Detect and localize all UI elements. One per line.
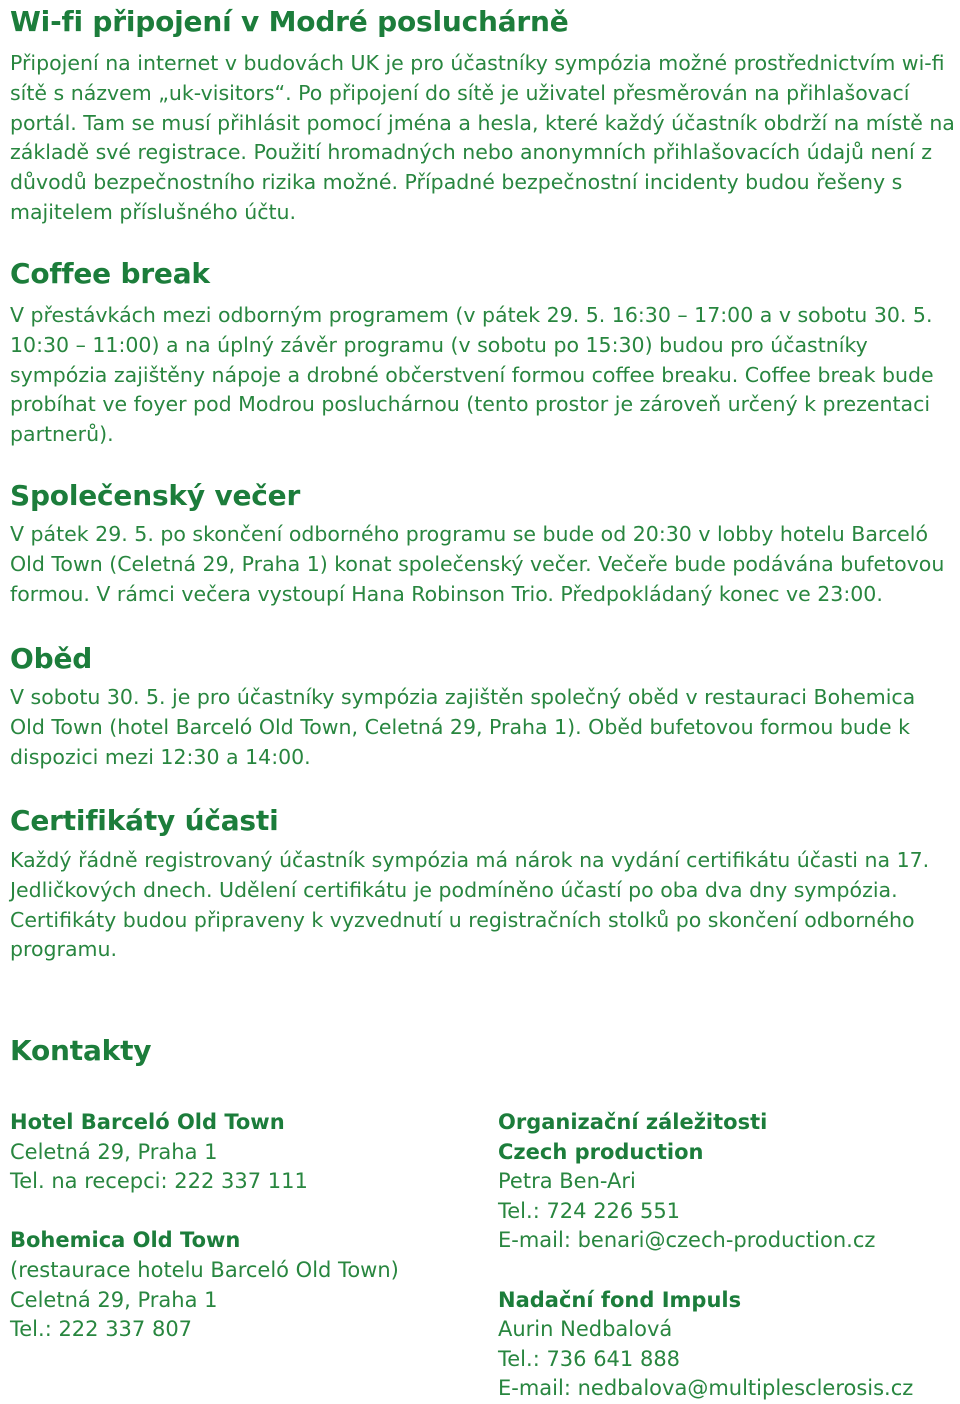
section-text-wifi: Připojení na internet v budovách UK je pro účastníky sympózia možné prostřednictvím wi-fi sítě s názvem „uk-visitors“. Po připojení do sítě je uživatel přesměrován na přihlašovací portál. Tam se musí přihlásit pomocí jména a hesla, které každý účastník obdrží na místě na základě své registrace. Použití hromadných nebo anonymních přihlašovacích údajů není z důvodů bezpečnostního rizika možné. Případné bezpečnostní incidenty budou řešeny s majitelem příslušného účtu. bbox=[10, 51, 955, 224]
section-wifi bbox=[10, 4, 955, 228]
contacts-right-column bbox=[498, 1108, 960, 1404]
restaurant-note: (restaurace hotelu Barceló Old Town) bbox=[10, 1257, 399, 1282]
organization-heading: Organizační záležitosti bbox=[498, 1110, 768, 1134]
section-lunch bbox=[10, 641, 955, 772]
section-evening bbox=[10, 478, 955, 609]
section-title-evening: Společenský večer bbox=[10, 479, 301, 512]
organization-phone: Tel.: 724 226 551 bbox=[498, 1198, 681, 1223]
fund-phone: Tel.: 736 641 888 bbox=[498, 1346, 681, 1371]
restaurant-phone: Tel.: 222 337 807 bbox=[10, 1317, 193, 1342]
section-contacts bbox=[10, 1033, 955, 1069]
spacer bbox=[498, 1256, 960, 1286]
section-coffee-break bbox=[10, 256, 955, 450]
section-title-lunch: Oběd bbox=[10, 642, 93, 675]
contacts-title: Kontakty bbox=[10, 1034, 152, 1067]
restaurant-name: Bohemica Old Town bbox=[10, 1228, 241, 1253]
hotel-name: Hotel Barceló Old Town bbox=[10, 1110, 285, 1134]
section-title-certificates: Certifikáty účasti bbox=[10, 804, 279, 837]
organization-company: Czech production bbox=[498, 1139, 704, 1164]
hotel-phone: Tel. na recepci: 222 337 111 bbox=[10, 1169, 308, 1194]
hotel-address: Celetná 29, Praha 1 bbox=[10, 1139, 218, 1164]
section-text-coffee-break: V přestávkách mezi odborným programem (v pátek 29. 5. 16:30 – 17:00 a v sobotu 30. 5. 10:30 – 11:00) a na úplný závěr programu (v sobotu po 15:30) budou pro účastníky sympózia zajištěny nápoje a drobné občerstvení formou coffee breaku. Coffee break bude probíhat ve foyer pod Modrou posluchárnou (tento prostor je zároveň určený k prezentaci partnerů). bbox=[10, 303, 934, 447]
spacer bbox=[10, 1197, 480, 1227]
section-text-evening: V pátek 29. 5. po skončení odborného programu se bude od 20:30 v lobby hotelu Barceló Old Town (Celetná 29, Praha 1) konat společenský večer. Večeře bude podávána bufetovou formou. V rámci večera vystoupí Hana Robinson Trio. Předpokládaný konec ve 23:00. bbox=[10, 522, 945, 606]
contacts-left-column bbox=[10, 1108, 480, 1345]
fund-person: Aurin Nedbalová bbox=[498, 1317, 673, 1342]
section-title-coffee-break: Coffee break bbox=[10, 257, 210, 290]
organization-person: Petra Ben-Ari bbox=[498, 1169, 636, 1194]
section-text-certificates: Každý řádně registrovaný účastník sympózia má nárok na vydání certifikátu účasti na 17. Jedličkových dnech. Udělení certifikátu je podmíněno účastí po oba dva dny sympózia. Certifikáty budou připraveny k vyzvednutí u registračních stolků po skončení odborného programu. bbox=[10, 848, 930, 962]
section-title-wifi: Wi-fi připojení v Modré posluchárně bbox=[10, 5, 569, 38]
section-certificates bbox=[10, 803, 955, 965]
restaurant-address: Celetná 29, Praha 1 bbox=[10, 1287, 218, 1312]
fund-email: E-mail: nedbalova@multiplesclerosis.cz bbox=[498, 1376, 914, 1401]
fund-name: Nadační fond Impuls bbox=[498, 1287, 742, 1312]
organization-email: E-mail: benari@czech-production.cz bbox=[498, 1228, 876, 1253]
section-text-lunch: V sobotu 30. 5. je pro účastníky sympózia zajištěn společný oběd v restauraci Bohemica Old Town (hotel Barceló Old Town, Celetná 29, Praha 1). Oběd bufetovou formou bude k dispozici mezi 12:30 a 14:00. bbox=[10, 685, 916, 769]
